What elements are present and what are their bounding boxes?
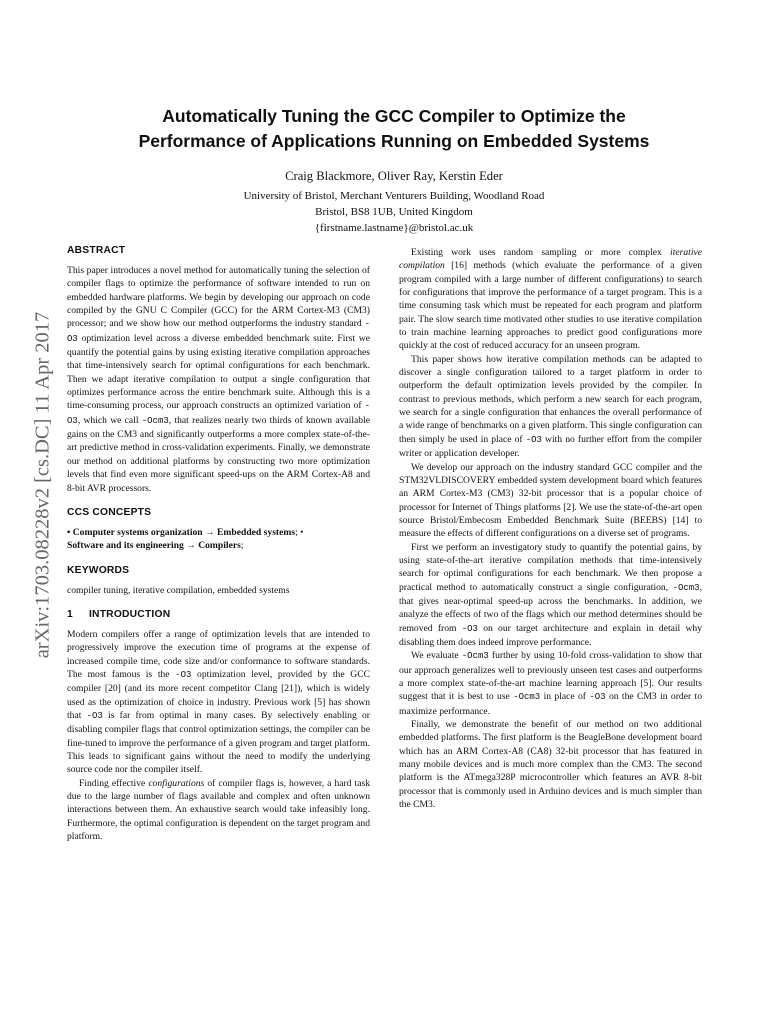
keywords-text: compiler tuning, iterative compilation, embedded systems (67, 584, 290, 596)
intro-paragraph: Modern compilers offer a range of optimization levels that are intended to progressively improve the execution time of programs at the expense of increased compile time, code size and/or conformance to software standards. The most famous is the -O3 optimization level, provided by the GCC compiler [20] (and its more recent competitor Clang [21]), which is widely used as the optimization of choice in industry. Previous work [5] has shown that -O3 is far from optimal in many cases. By selectively enabling or disabling compiler flags that control optimization settings, the compiler can be fine-tuned to improve the performance of a given program and target platform. This leads to significant gains without the need to modify the underlying source code nor the compiler itself. (67, 628, 370, 776)
section-number: 1 (67, 608, 73, 620)
left-column (67, 244, 370, 843)
keywords-heading: KEYWORDS (67, 564, 130, 576)
affiliation (70, 188, 718, 236)
ccs-concepts-text: • Computer systems organization → Embedded systems; • Software and its engineering → Compilers; (67, 526, 304, 552)
arxiv-identifier (30, 270, 56, 700)
affiliation-line: Bristol, BS8 1UB, United Kingdom (315, 206, 473, 218)
body-paragraph: Finally, we demonstrate the benefit of our method on two additional embedded platforms. The first platform is the BeagleBone development board which has an ARM Cortex-A8 (CA8) 32-bit processor that has featured in many mobile devices and is much more complex than the CM3. The second platform is the ATmega328P microcontroller which features an AVR 8-bit processor that is commonly used in Arduino devices and is much simpler than the CM3. (399, 719, 702, 811)
introduction-heading (67, 608, 370, 622)
body-paragraph: We evaluate -Ocm3 further by using 10-fold cross-validation to show that our approach generalizes well to previously unseen test cases and outperforms a more complex state-of-the-art machine learning approach [5]. Our results suggest that it is best to use -Ocm3 in place of -O3 on the CM3 in order to maximize performance. (399, 650, 702, 717)
title-line: Performance of Applications Running on Embedded Systems (138, 131, 650, 151)
ccs-concepts-heading: CCS CONCEPTS (67, 506, 152, 518)
body-paragraph: This paper shows how iterative compilation methods can be adapted to discover a single configuration tailored to a target platform in order to outperform the default optimization levels provided by the compiler. In contrast to previous methods, which perform a new search for each program, we search for a single configuration that enhances the overall performance of a wide range of benchmarks on a given platform. This single configuration can then simply be used in place of -O3 with no further effort from the compiler writer or application developer. (399, 353, 703, 460)
body-paragraph: Existing work uses random sampling or more complex iterative compilation [16] methods (which evaluate the performance of a given program compiled with a large number of different configurations) to search for configurations that improve the performance of a target program. This is a time consuming task which must be repeated for each program and platform pair. The slow search time motivated other studies to use iterative compilation to train machine learning approaches to predict good configurations more quickly at the cost of reduced accuracy for an unseen program. (399, 247, 702, 352)
body-paragraph: We develop our approach on the industry standard GCC compiler and the STM32VLDISCOVERY embedded system development board which features an ARM Cortex-M3 (CM3) 32-bit processor that is a popular choice of processor for Internet of Things platforms [2]. We use the state-of-the-art open source Bristol/Embecosm Embedded Benchmark Suite (BEEBS) [14] to measure the effects of different configurations on a diverse set of programs. (399, 461, 702, 540)
abstract-heading: ABSTRACT (67, 245, 126, 256)
arxiv-identifier-text: arXiv:1703.08228v2 [cs.DC] 11 Apr 2017 (31, 311, 54, 659)
author-list: Craig Blackmore, Oliver Ray, Kerstin Eder (285, 169, 503, 183)
author-email: {firstname.lastname}@bristol.ac.uk (314, 222, 474, 234)
abstract-text: This paper introduces a novel method for automatically tuning the selection of compiler flags to optimize the performance of software intended to run on embedded hardware platforms. We begin by developing our approach on code compiled by the GNU C Compiler (GCC) for the ARM Cortex-M3 (CM3) processor; and we show how our method outperforms the industry standard -O3 optimization level across a diverse embedded benchmark suite. First we quantify the potential gains by using existing iterative compilation approaches that time-intensively search for optimal configurations for each benchmark. Then we adapt iterative compilation to output a single configuration that optimizes performance across the entire benchmark suite. Although this is a time-consuming process, our approach constructs an optimized variation of -O3, which we call -Ocm3, that realizes nearly two thirds of known available gains on the CM3 and significantly outperforms a more complex state-of-the-art predictive method in cross-validation experiments. Finally, we demonstrate our method on additional platforms by constructing two more optimization levels that find even more significant speed-ups on the ARM Cortex-A8 and 8-bit AVR processors. (67, 265, 370, 494)
paper-title (70, 104, 718, 154)
title-line: Automatically Tuning the GCC Compiler to Optimize the (162, 106, 626, 126)
affiliation-line: University of Bristol, Merchant Venturers Building, Woodland Road (243, 190, 545, 202)
body-paragraph: First we perform an investigatory study to quantify the potential gains, by using state-of-the-art iterative compilation methods that time-intensively search for optimal configurations for each benchmark. We then propose a practical method to automatically construct a single configuration, -Ocm3, that gives near-optimal speed-up across the benchmarks. In addition, we analyze the effects of two of the flags which our method determines should be removed from -O3 on our target architecture and explain in detail why disabling them does indeed improve performance. (399, 541, 702, 648)
section-title: INTRODUCTION (89, 608, 171, 620)
intro-paragraph: Finding effective configurations of compiler flags is, however, a hard task due to the large number of flags available and complex and often unknown interactions between them. An exhaustive search would take infeasibly long. Furthermore, the optimal configuration is dependent on the target program and platform. (67, 777, 370, 843)
right-column (399, 246, 702, 811)
